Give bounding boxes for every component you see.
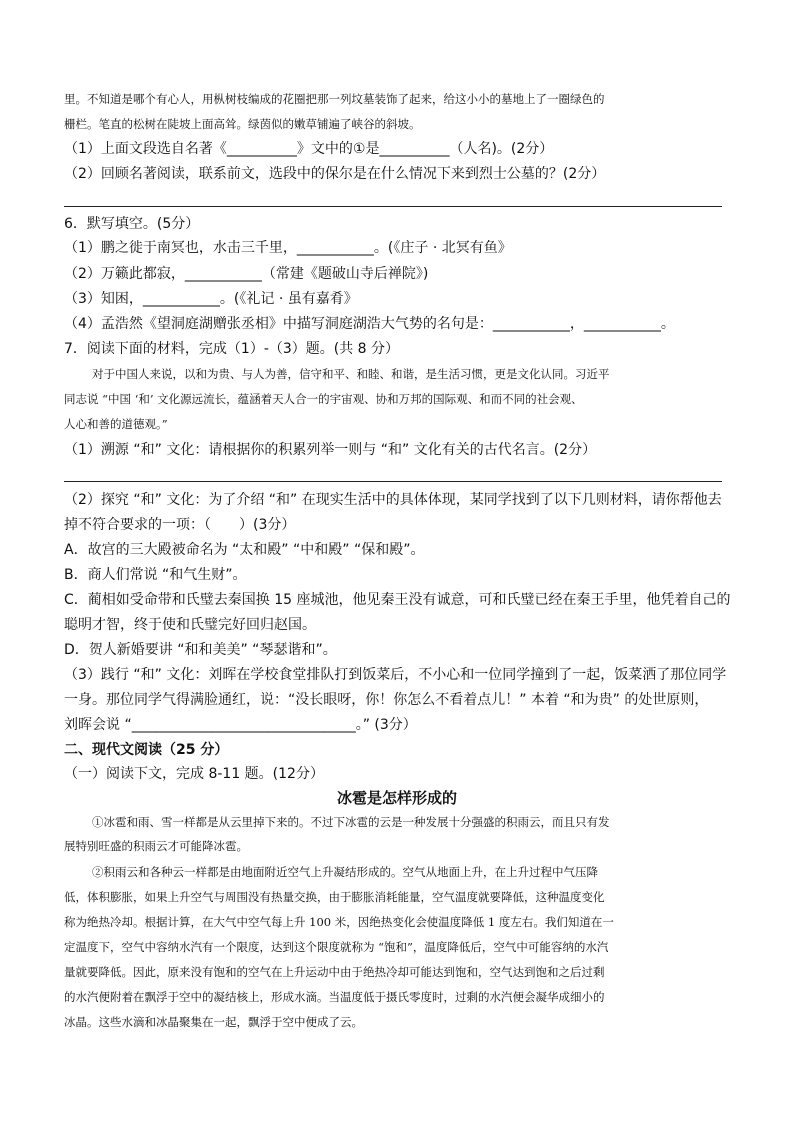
article-line: 量就要降低。因此，原来没有饱和的空气在上升运动中由于绝热冷却可能达到饱和，空气达到饱和之后过剩 (64, 965, 605, 979)
option-b: B．商人们常说 “和气生财”。 (64, 567, 247, 583)
section-subheading: （一）阅读下文，完成 8-11 题。(12分） (64, 766, 324, 782)
answer-line (64, 206, 722, 207)
q6-sub1: （1）鹏之徙于南冥也，水击三千里，___________。(《庄子 · 北冥有鱼》 (64, 240, 512, 256)
q6-title: 6．默写填空。(5分） (64, 216, 200, 232)
q7-sub3: 一身。那位同学气得满脸通红，说：“没长眼呀，你！你怎么不看着点儿！” 本着 “和为贵” 的处世原则， (64, 692, 709, 708)
material-line: 同志说 “中国 ‘和’ 文化源远流长，蕴涵着天人合一的宇宙观、协和万邦的国际观、和而不同的社会观、 (64, 392, 583, 406)
q7-sub2: 掉不符合要求的一项：（ ）(3分） (64, 517, 296, 533)
q7-title: 7．阅读下面的材料，完成（1）-（3）题。(共 8 分） (64, 341, 400, 357)
article-line: 冰晶。这些水滴和冰晶聚集在一起，飘浮于空中便成了云。 (64, 1015, 363, 1029)
q5-sub1: （1）上面文段选自名著《__________》文中的①是__________（人名)。(2分） (64, 141, 554, 157)
article-line: 称为绝热冷却。根据计算，在大气中空气每上升 100 米，因绝热变化会使温度降低 1 度左右。我们知道在一 (64, 915, 614, 929)
answer-line (64, 481, 722, 482)
article-line: ②积雨云和各种云一样都是由地面附近空气上升凝结形成的。空气从地面上升，在上升过程中气压降 (92, 865, 598, 879)
q7-sub3: （3）践行 “和” 文化：刘晖在学校食堂排队打到饭菜后，不小心和一位同学撞到了一起，饭菜洒了那位同学 (64, 667, 727, 683)
q5-sub2: （2）回顾名著阅读，联系前文，选段中的保尔是在什么情况下来到烈士公墓的？(2分） (64, 166, 606, 182)
article-line: ①冰雹和雨、雪一样都是从云里掉下来的。不过下冰雹的云是一种发展十分强盛的积雨云，而且只有发 (92, 815, 610, 829)
q7-sub3: 刘晖会说 “________________________________。” (3分） (64, 717, 417, 733)
article-line: 展特别旺盛的积雨云才可能降冰雹。 (64, 839, 248, 853)
article-title: 冰雹是怎样形成的 (336, 789, 457, 807)
article-line: 的水汽便附着在飘浮于空中的凝结核上，形成水滴。当温度低于摄氏零度时，过剩的水汽便会凝华成细小的 (64, 990, 605, 1004)
section-heading: 二、现代文阅读（25 分） (64, 742, 229, 758)
option-a: A．故宫的三大殿被命名为 “太和殿” “中和殿” “保和殿”。 (64, 542, 425, 558)
article-line: 定温度下，空气中容纳水汽有一个限度，达到这个限度就称为 “饱和”，温度降低后，空气中可能容纳的水汽 (64, 940, 609, 954)
material-line: 对于中国人来说，以和为贵、与人为善，信守和平、和睦、和谐，是生活习惯，更是文化认同。习近平 (92, 367, 610, 381)
q6-sub4: （4）孟浩然《望洞庭湖赠张丞相》中描写洞庭湖浩大气势的名句是：___________，___________。 (64, 316, 675, 332)
passage-line: 栅栏。笔直的松树在陡坡上面高耸。绿茵似的嫩草铺遍了峡谷的斜坡。 (64, 117, 421, 131)
q7-sub1: （1）溯源 “和” 文化：请根据你的积累列举一则与 “和” 文化有关的古代名言。(2分） (64, 442, 597, 458)
option-c: 聪明才智，终于使和氏璧完好回归赵国。 (64, 617, 316, 633)
option-d: D．贺人新婚要讲 “和和美美” “琴瑟谐和”。 (64, 642, 337, 658)
material-line: 人心和善的道德观。” (64, 417, 168, 431)
q6-sub2: （2）万籁此都寂，___________（常建《题破山寺后禅院》) (64, 266, 429, 282)
article-line: 低，体积膨胀，如果上升空气与周围没有热量交换，由于膨胀消耗能量，空气温度就要降低，这种温度变化 (64, 890, 605, 904)
option-c: C．蔺相如受命带和氏璧去秦国换 15 座城池，他见秦王没有诚意，可和氏璧已经在秦王手里，他凭着自己的 (64, 592, 731, 608)
q7-sub2: （2）探究 “和” 文化：为了介绍 “和” 在现实生活中的具体体现，某同学找到了以下几则材料，请你帮他去 (64, 492, 722, 508)
q6-sub3: （3）知困，___________。(《礼记 · 虽有嘉肴》 (64, 291, 358, 307)
passage-line: 里。不知道是哪个有心人，用枞树枝编成的花圈把那一列坟墓装饰了起来，给这小小的墓地上了一圈绿色的 (64, 92, 605, 106)
